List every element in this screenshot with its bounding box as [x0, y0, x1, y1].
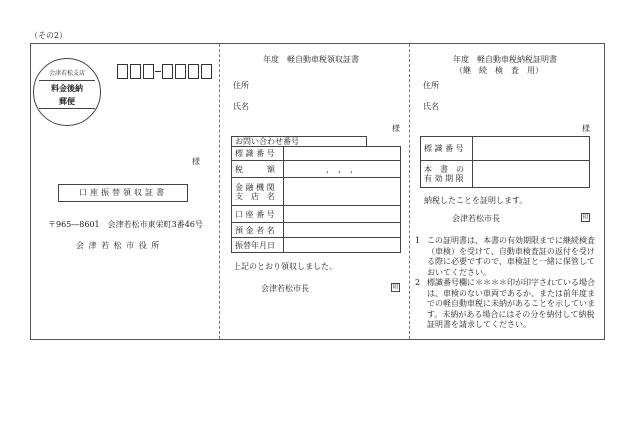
- middle-seal: 印: [392, 284, 399, 291]
- middle-mayor: 会津若松市長: [261, 284, 309, 293]
- middle-address-label: 住所: [233, 81, 249, 90]
- received-text: 上記のとおり領収しました。: [233, 262, 337, 271]
- receipt-table: [231, 146, 401, 253]
- table-value: [284, 178, 401, 206]
- postal-digit-box: [143, 64, 154, 79]
- receipt-title: 年度 軽自動車税領収証書: [263, 55, 359, 64]
- table-row: [232, 206, 401, 223]
- table-label: 金 融 機 関 支 店 名: [232, 178, 284, 206]
- table-value: [284, 238, 401, 253]
- stamp-divider-top: [39, 80, 95, 81]
- table-value: [473, 161, 590, 188]
- table-label: 預 金 者 名: [232, 223, 284, 238]
- note-number: 1: [415, 236, 421, 245]
- table-label: 標 識 番 号: [421, 137, 473, 161]
- postal-digit-box: [175, 64, 186, 79]
- certificate-subtitle: （継 続 検 査 用）: [455, 66, 543, 75]
- right-mayor: 会津若松市長: [452, 214, 500, 223]
- tax-amount-value: ， ， ，: [284, 161, 401, 178]
- table-row: [232, 223, 401, 238]
- postal-digit-box: [201, 64, 212, 79]
- table-row: [232, 147, 401, 161]
- table-label: 本 書 の 有 効 期 限: [421, 161, 473, 188]
- inquiry-number-label: お問い合わせ番号: [231, 136, 367, 146]
- stamp-branch: 会津若松支店: [48, 70, 85, 77]
- sender-address: 〒965―8601 会津若松市東栄町3番46号: [48, 220, 203, 229]
- fold-line-left: [219, 44, 220, 339]
- postal-digit-box: [117, 64, 128, 79]
- table-label: 標 識 番 号: [232, 147, 284, 161]
- table-label: 口 座 番 号: [232, 206, 284, 223]
- stamp-mail: 郵便: [59, 96, 75, 106]
- middle-sama: 様: [392, 124, 400, 133]
- right-address-label: 住所: [423, 81, 439, 90]
- note-text: この証明書は、本書の有効期限までに継続検査（車検）を受けて、自動車検査証の返付を受ける際に必要ですので、車検証と一緒に保管しておいてください。: [427, 236, 595, 277]
- table-label: 振替年月日: [232, 238, 284, 253]
- account-transfer-title: 口座振替領収証書: [58, 184, 188, 202]
- postal-digit-box: [188, 64, 199, 79]
- certify-text: 納税したことを証明します。: [424, 196, 528, 205]
- sender-office: 会 津 若 松 市 役 所: [76, 241, 161, 250]
- table-row: [421, 137, 590, 161]
- table-value: [473, 137, 590, 161]
- table-row: [232, 238, 401, 253]
- right-sama: 様: [582, 124, 590, 133]
- recipient-sama: 様: [192, 157, 200, 166]
- postal-digit-box: [130, 64, 141, 79]
- table-row: [421, 161, 590, 188]
- right-name-label: 氏名: [423, 102, 439, 111]
- middle-name-label: 氏名: [233, 102, 249, 111]
- note-text: 標識番号欄に＊＊＊＊印が印字されている場合は、車検のない車両であるか、または前年度までの軽自動車税に未納があることを示しています。未納がある場合にはその分を納付して納税証明書を請求してください。: [427, 278, 595, 329]
- page-label: （その2）: [30, 31, 68, 40]
- fold-line-right: [409, 44, 410, 339]
- postal-hyphen: [155, 71, 161, 72]
- postal-digit-box: [162, 64, 173, 79]
- certificate-table: [420, 136, 590, 188]
- table-value: [284, 147, 401, 161]
- table-row: [232, 178, 401, 206]
- right-seal: 印: [582, 214, 589, 221]
- certificate-title: 年度 軽自動車税納税証明書: [453, 55, 557, 64]
- table-row: [232, 161, 401, 178]
- note-number: 2: [415, 278, 421, 287]
- stamp-postage-paid: 料金後納: [51, 83, 83, 93]
- stamp-divider-bottom: [39, 108, 95, 109]
- postage-stamp: [33, 58, 101, 126]
- table-label: 税 額: [232, 161, 284, 178]
- table-value: [284, 223, 401, 238]
- table-value: [284, 206, 401, 223]
